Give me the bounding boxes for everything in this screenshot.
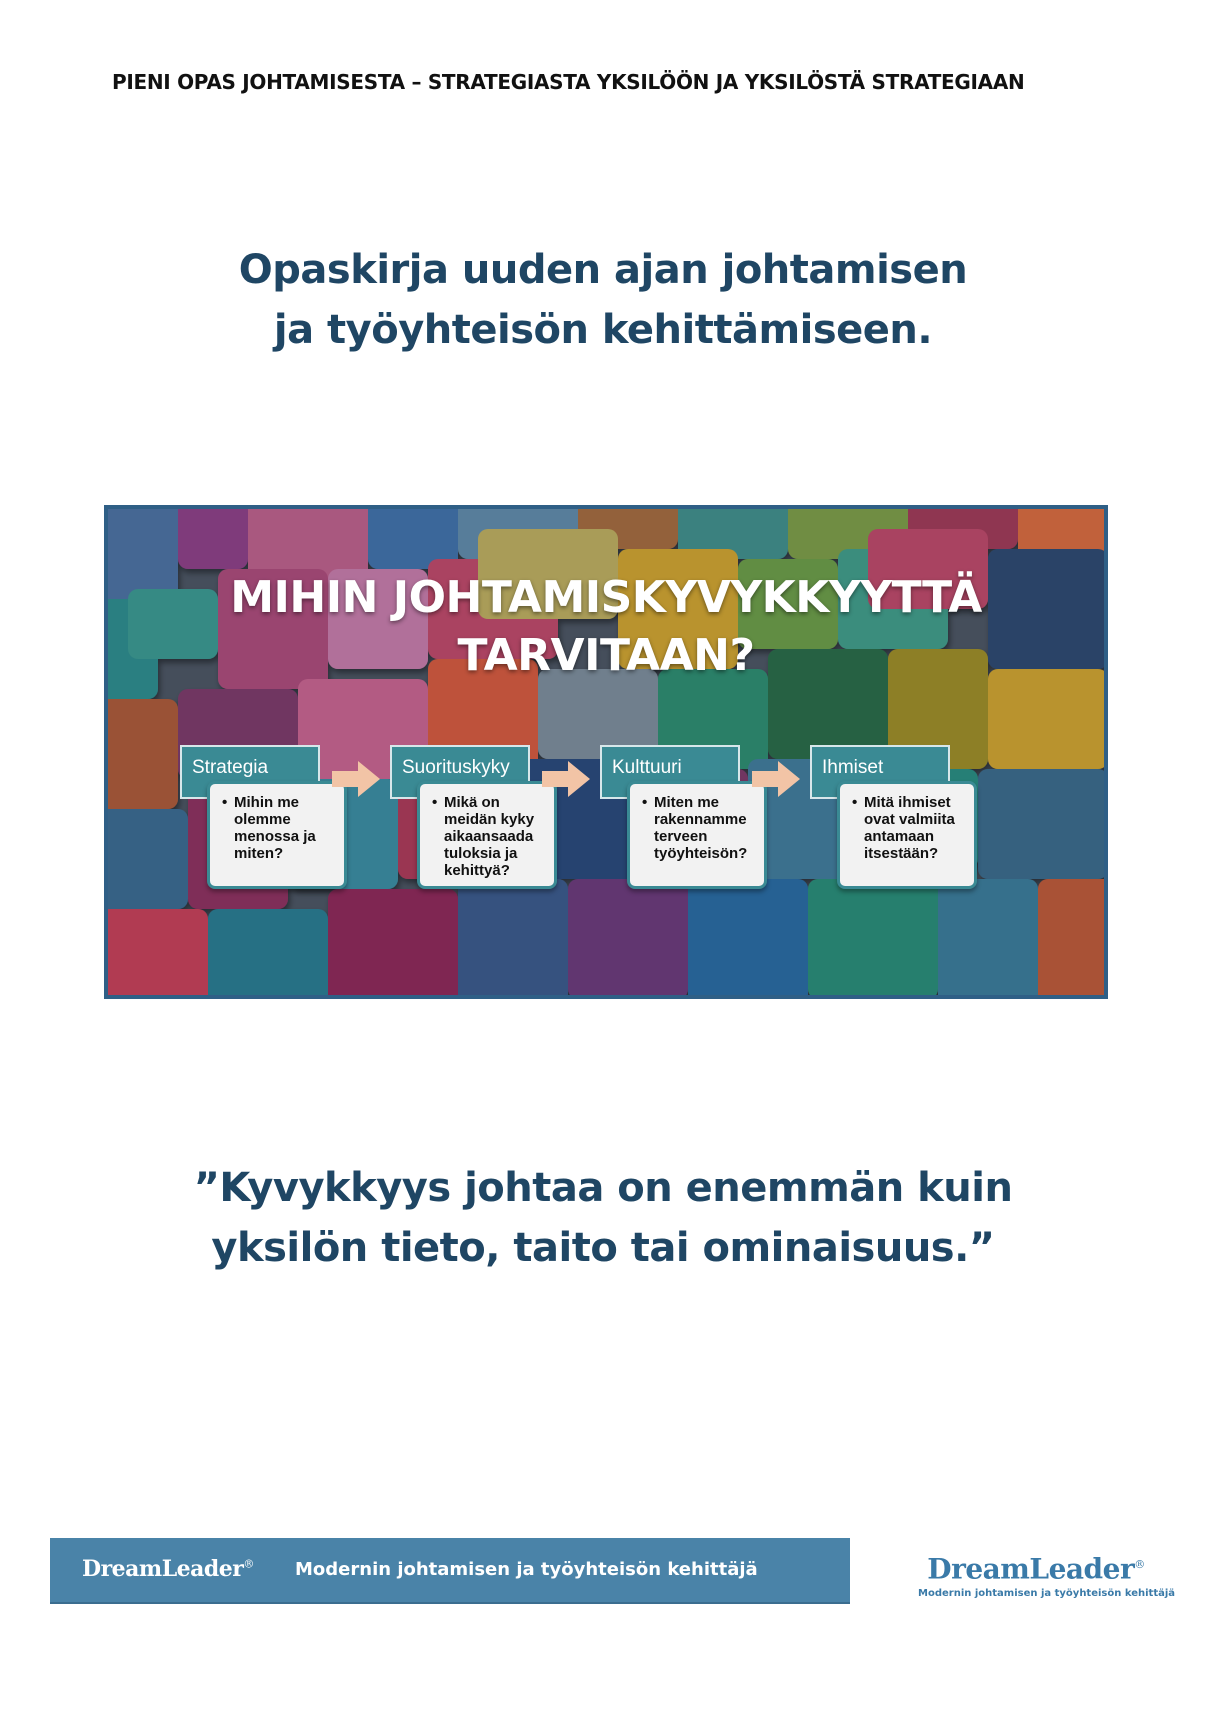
step-box-kulttuuri <box>627 781 767 889</box>
book-subtitle <box>0 240 1206 360</box>
quote <box>0 1158 1206 1278</box>
bullet-dot: • <box>432 794 438 811</box>
slide-title-line-2: TARVITAAN? <box>457 630 755 681</box>
footer-logo <box>82 1556 254 1582</box>
subtitle-line-2: ja työyhteisön kehittämiseen. <box>273 307 933 353</box>
running-header: PIENI OPAS JOHTAMISESTA – STRATEGIASTA YKSILÖÖN JA YKSILÖSTÄ STRATEGIAAN <box>112 70 1025 94</box>
quote-line-2: yksilön tieto, taito tai ominaisuus.” <box>211 1225 995 1271</box>
step-text-suorituskyky: Mikä on meidän kyky aikaansaada tuloksia ja kehittyä? <box>444 794 535 879</box>
step-text-strategia: Mihin me olemme menossa ja miten? <box>234 794 316 862</box>
step-header-kulttuuri: Kulttuuri <box>600 745 740 799</box>
arrow-right-icon <box>752 761 800 797</box>
subtitle-line-1: Opaskirja uuden ajan johtamisen <box>238 247 968 293</box>
step-header-strategia: Strategia <box>180 745 320 799</box>
brand-mark <box>918 1548 1176 1600</box>
footer-registered-mark: ® <box>243 1557 254 1571</box>
bullet-dot: • <box>642 794 648 811</box>
footer-logo-text: DreamLeader <box>82 1556 244 1582</box>
brand-logo-text: DreamLeader <box>927 1552 1135 1586</box>
step-text-kulttuuri: Miten me rakennamme terveen työyhteisön? <box>654 794 748 862</box>
footer-tagline: Modernin johtamisen ja työyhteisön kehittäjä <box>295 1559 758 1580</box>
step-box-strategia <box>207 781 347 889</box>
arrow-right-icon <box>332 761 380 797</box>
step-text-ihmiset: Mitä ihmiset ovat valmiita antamaan itsestään? <box>864 794 955 862</box>
bullet-dot: • <box>852 794 858 811</box>
bullet-dot: • <box>222 794 228 811</box>
step-box-ihmiset <box>837 781 977 889</box>
slide-image <box>104 505 1108 999</box>
brand-logo <box>918 1548 1154 1586</box>
quote-line-1: ”Kyvykkyys johtaa on enemmän kuin <box>193 1165 1013 1211</box>
step-header-suorituskyky: Suorituskyky <box>390 745 530 799</box>
step-box-suorituskyky <box>417 781 557 889</box>
brand-tagline: Modernin johtamisen ja työyhteisön kehittäjä <box>918 1588 1176 1600</box>
brand-registered-mark: ® <box>1134 1558 1145 1571</box>
slide-title-line-1: MIHIN JOHTAMISKYVYKKYYTTÄ <box>230 572 982 623</box>
footer-bar <box>50 1538 850 1604</box>
slide-title <box>108 569 1104 685</box>
arrow-right-icon <box>542 761 590 797</box>
step-header-ihmiset: Ihmiset <box>810 745 950 799</box>
